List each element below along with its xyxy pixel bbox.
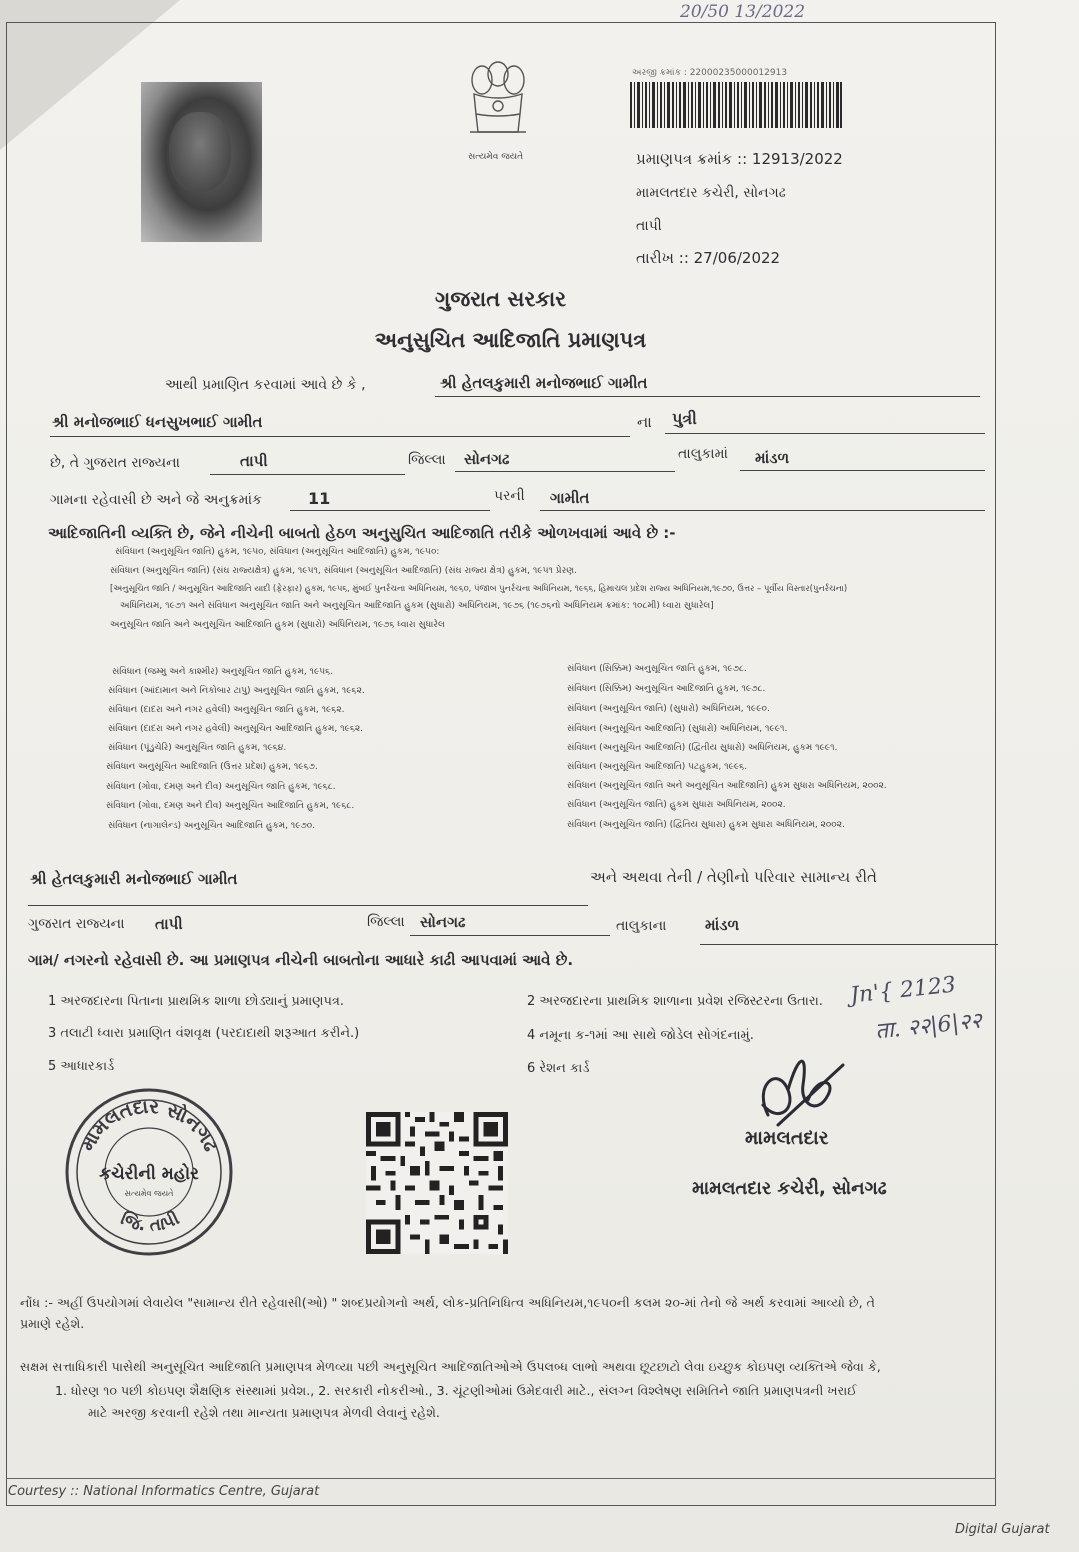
order-left-8: સંવિધાન (ગોવા, દમણ અને દીવ) અનુસૂચિત આદિજાતિ હુકમ, ૧૯૬૮. bbox=[106, 801, 355, 811]
residence-district-label: જિલ્લા bbox=[367, 914, 405, 930]
serial-number: 11 bbox=[308, 489, 331, 508]
order-right-7: સંવિધાન (અનુસૂચિત જાતિ અને અનુસૂચિત આદિજાતિ) હુકમ સુધારા અધિનિયમ, ૨૦૦૨. bbox=[567, 781, 887, 791]
residence-village: માંડળ bbox=[705, 916, 740, 934]
taluka-value: સોનગઢ bbox=[464, 450, 510, 468]
note-benefits-cont: માટે અરજી કરવાની રહેશે તથા માન્યતા પ્રમાણપત્ર મેળવી લેવાનું રહેશે. bbox=[88, 1405, 440, 1420]
seal-center-text: કચેરીની મહોર bbox=[99, 1164, 199, 1184]
residence-name: શ્રી હેતલકુમારી મનોજભાઈ ગામીત bbox=[30, 870, 238, 888]
document-item-3: 3 તલાટી ધ્વારા પ્રમાણિત વંશવૃક્ષ (પરદાદાથી શરૂઆત કરીને.) bbox=[48, 1026, 360, 1041]
recognition-text: આદિજાતિની વ્યક્તિ છે, જેને નીચેની બાબતો હેઠળ અનુસુચિત આદિજાતિ તરીકે ઓળખવામાં આવે છે :- bbox=[48, 524, 676, 542]
applicant-photo bbox=[141, 82, 262, 242]
order-left-7: સંવિધાન (ગોવા, દમણ અને દીવ) અનુસૂચિત જાતિ હુકમ, ૧૯૬૮. bbox=[106, 782, 336, 792]
svg-text:જિ. તાપી bbox=[118, 1208, 183, 1236]
order-right-1: સંવિધાન (સિક્કિમ) અનુસૂચિત જાતિ હુકમ, ૧૯૭૮. bbox=[567, 664, 747, 674]
seal-top-text: મામલતદાર સોનગઢ bbox=[76, 1095, 222, 1155]
order-line-2: સંવિધાન (અનુસૂચિત જાતિ) (સંઘ રાજ્યક્ષેત્ર) હુકમ, ૧૯૫૧, સંવિધાન (અનુસૂચિત આદિજાતિ) (સંઘ રાજ્ય ક્ષેત્ર) હુકમ, ૧૯૫૧ પ્રેરણ. bbox=[110, 566, 577, 576]
seal-motto: સત્યમેવ જયતે bbox=[124, 1189, 174, 1198]
order-line-4: અધિનિયમ, ૧૯૭૧ અને સંવિધાન અનુસૂચિત જાતિ અને અનુસૂચિત આદિજાતિ હુકમ (સુધારો) અધિનિયમ, ૧૯૭૬ (૧૯૭૬નો અધિનિયમ ક્રમાંક: ૧૦૮મી) ધ્વારા સુધારેલ] bbox=[120, 601, 714, 611]
document-item-4: 4 નમૂના ક-૧માં આ સાથે જોડેલ સોગંદનામું. bbox=[527, 1028, 754, 1043]
order-left-5: સંવિધાન (પૂંડુચેરિ) અનુસૂચિત જાતિ હુકમ, ૧૯૬૪. bbox=[108, 743, 287, 753]
order-left-3: સંવિધાન (દાદરા અને નગર હવેલી) અનુસૂચિત જાતિ હુકમ, ૧૯૬૨. bbox=[108, 705, 345, 715]
district-value: તાપી bbox=[240, 452, 268, 470]
relation-label: ના bbox=[637, 413, 652, 431]
issuing-district: તાપી bbox=[636, 218, 662, 234]
village-label: ગામના રહેવાસી છે અને જે અનુક્રમાંક bbox=[50, 492, 262, 508]
mamlatdar-signature bbox=[748, 1045, 848, 1130]
order-left-6: સંવિધાન અનુસૂચિત આદિજાતિ (ઉત્તર પ્રદેશ) હુકમ, ૧૯૬૭. bbox=[106, 762, 318, 772]
svg-text:મામલતદાર સોનગઢ bbox=[76, 1096, 222, 1156]
order-left-2: સંવિધાન (આંદામાન અને નિકોબાર ટાપુ) અનુસૂચિત જાતિ હુકમ, ૧૯૬૨. bbox=[108, 686, 365, 696]
order-right-6: સંવિધાન (અનુસૂચિત આદિજાતિ) પટહુકમ, ૧૯૯૬. bbox=[567, 762, 748, 772]
note-benefits: સક્ષમ સત્તાધિકારી પાસેથી અનુસૂચિત આદિજાતિ પ્રમાણપત્ર મેળવ્યા પછી અનુસૂચિત આદિજાતિઓએ ઉપલબ્ધ લાભો અથવા છૂટછાટો લેવા ઇચ્છુક કોઇપણ વ્યક્તિએ જેવા કે, bbox=[20, 1359, 881, 1374]
national-emblem-icon bbox=[456, 52, 540, 152]
document-item-6: 6 રેશન કાર્ડ bbox=[527, 1061, 590, 1076]
note-residence-meaning-cont: પ્રમાણે રહેશે. bbox=[20, 1316, 85, 1331]
order-left-1: સંવિધાન (જમ્મુ અને કાશ્મીર) અનુસૂચિત જાતિ હુકમ, ૧૯૫૬. bbox=[112, 667, 334, 677]
intro-text: આથી પ્રમાણિત કરવામાં આવે છે કે , bbox=[165, 377, 366, 393]
district-label: જિલ્લા bbox=[408, 452, 446, 468]
issuing-office: મામલતદાર કચેરી, સોનગઢ bbox=[636, 185, 786, 201]
government-title: ગુજરાત સરકાર bbox=[435, 287, 567, 311]
tribe-name: ગામીત bbox=[550, 489, 590, 507]
document-item-5: 5 આધારકાર્ડ bbox=[48, 1059, 115, 1074]
order-line-5: અનુસૂચિત જાતિ અને અનુસૂચિત આદિજાતિ હુકમ (સુધારો) અધિનિયમ, ૧૯૭૬ ધ્વારા સુધારેલ bbox=[110, 620, 445, 630]
application-number: અરજી ક્રમાંક : 22000235000012913 bbox=[632, 68, 788, 78]
barcode bbox=[630, 82, 842, 128]
note-residence-meaning: નોંધ :- અહીં ઉપયોગમાં લેવાયેલ "સામાન્ય રીતે રહેવાસી(ઓ) " શબ્દપ્રયોગનો અર્થ, લોક-પ્રતિનિધિત્વ અધિનિયમ,૧૯૫૦ની કલમ ૨૦-માં તેનો જે અર્થ કરવામાં આવ્યો છે, તે bbox=[20, 1295, 875, 1310]
village-value: માંડળ bbox=[755, 449, 790, 467]
issue-date: તારીખ :: 27/06/2022 bbox=[636, 249, 781, 267]
handwritten-note-line-1: Jn'{ 2123 bbox=[848, 972, 958, 1009]
residence-state-label: ગુજરાત રાજ્યના bbox=[28, 916, 125, 932]
note-benefits-list: 1. ધોરણ ૧૦ પછી કોઇપણ શૈક્ષણિક સંસ્થામાં પ્રવેશ., 2. સરકારી નોકરીઓ., 3. ચૂંટણીઓમાં ઉમેદવારી માટે., સંલગ્ન વિશ્લેષણ સમિતિને જાતિ પ્રમાણપત્રની ખરાઈ bbox=[55, 1383, 857, 1398]
applicant-name: શ્રી હેતલકુમારી મનોજભાઈ ગામીત bbox=[440, 374, 648, 392]
order-left-4: સંવિધાન (દાદરા અને નગર હવેલી) અનુસૂચિત આદિજાતિ હુકમ, ૧૯૬૨. bbox=[108, 724, 364, 734]
order-right-9: સંવિધાન (અનુસૂચિત જાતિ) (દ્વિતિય સુધારા) હુકમ સુધારા અધિનિયમ, ૨૦૦૨. bbox=[567, 820, 845, 830]
certificate-number: પ્રમાણપત્ર ક્રમાંક :: 12913/2022 bbox=[636, 150, 843, 168]
state-label: છે, તે ગુજરાત રાજ્યના bbox=[50, 455, 180, 471]
order-right-2: સંવિધાન (સિક્કિમ) અનુસૂચિત આદિજાતિ હુકમ, ૧૯૭૮. bbox=[567, 684, 766, 694]
residence-basis: ગામ/ નગરનો રહેવાસી છે. આ પ્રમાણપત્ર નીચેની બાબતોના આધારે કાઢી આપવામાં આવે છે. bbox=[28, 951, 574, 969]
residence-district: તાપી bbox=[155, 915, 183, 933]
order-right-5: સંવિધાન (અનુસૂચિત આદિજાતિ) (દ્વિતીય સુધારો) અધિનિયમ, હુકમ ૧૯૯૧. bbox=[567, 743, 838, 753]
tribe-label: પરની bbox=[494, 488, 525, 504]
office-seal-stamp bbox=[60, 1082, 238, 1262]
residence-family-text: અને અથવા તેની / તેણીનો પરિવાર સામાન્ય રીતે bbox=[590, 868, 877, 886]
handwritten-reference-top: 20/50 13/2022 bbox=[680, 2, 806, 22]
qr-code bbox=[366, 1110, 508, 1256]
signatory-office: મામલતદાર કચેરી, સોનગઢ bbox=[692, 1178, 887, 1199]
signatory-title: મામલતદાર bbox=[745, 1127, 829, 1149]
order-right-8: સંવિધાન (અનુસૂચિત જાતિ) હુકમ સુધારા અધિનિયમ, ૨૦૦૨. bbox=[567, 800, 786, 810]
handwritten-note-line-2: ता. २२|6|२२ bbox=[874, 1008, 983, 1045]
document-item-2: 2 અરજદારના પ્રાથમિક શાળાના પ્રવેશ રજિસ્ટરના ઉતારા. bbox=[527, 994, 823, 1009]
emblem-caption: સત્યમેવ જયતે bbox=[468, 152, 524, 162]
order-right-4: સંવિધાન (અનુસૂચિત આદિજાતિ) (સુધારો) અધિનિયમ, ૧૯૯૧. bbox=[567, 724, 788, 734]
taluka-label: તાલુકામાં bbox=[678, 446, 728, 462]
relation-value: પુત્રી bbox=[672, 409, 697, 428]
residence-taluka: સોનગઢ bbox=[420, 913, 466, 931]
footer-brand: Digital Gujarat bbox=[955, 1522, 1050, 1537]
footer-courtesy: Courtesy :: National Informatics Centre, Gujarat bbox=[8, 1484, 320, 1499]
order-line-3: [અનુસૂચિત જાતિ / અનુસૂચિત આદિજાતિ યાદી (ફેરફાર) હુકમ, ૧૯૫૬, મુંબઈ પુનર્રચના અધિનિયમ, ૧૯૬૦, પંજાબ પુનર્રચના અધિનિયમ, ૧૯૬૬, હિમાચલ પ્રદેશ રાજ્ય અધિનિયમ,૧૯૭૦, ઉત્તર – પૂર્વીય વિસ્તાર(પુનર્રચના) bbox=[110, 583, 848, 593]
father-name: શ્રી મનોજભાઈ ધનસુખભાઈ ગામીત bbox=[52, 413, 263, 431]
seal-bottom-text: જિ. તાપી bbox=[117, 1208, 183, 1237]
document-item-1: 1 અરજદારના પિતાના પ્રાથમિક શાળા છોડ્યાનું પ્રમાણપત્ર. bbox=[48, 994, 345, 1009]
residence-taluka-label: તાલુકાના bbox=[616, 918, 667, 934]
certificate-title: અનુસુચિત આદિજાતિ પ્રમાણપત્ર bbox=[375, 328, 647, 352]
order-left-9: સંવિધાન (નાગાલેન્ડ) અનુસૂચિત આદિજાતિ હુકમ, ૧૯૭૦. bbox=[108, 821, 316, 831]
order-right-3: સંવિધાન (અનુસૂચિત જાતિ) (સુધારો) અધિનિયમ, ૧૯૯૦. bbox=[567, 704, 770, 714]
order-line-1: સંવિધાન (અનુસૂચિત જાતિ) હુકમ, ૧૯૫૦, સંવિધાન (અનુસૂચિત આદિજાતિ) હુકમ, ૧૯૫૦: bbox=[115, 547, 440, 557]
